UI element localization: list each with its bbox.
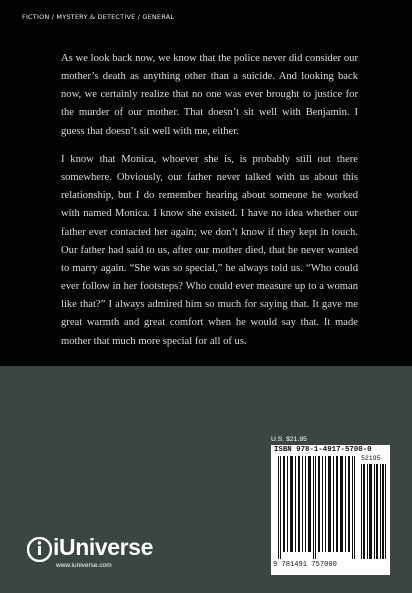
blurb-paragraph-2 xyxy=(61,151,358,351)
supplement-code: 52195 xyxy=(361,455,381,462)
blurb-paragraph-1 xyxy=(61,50,358,141)
paragraph-text: As we look back now, we know that the police never did consider our mother’s death as anything other than a suicide. And looking back now, we certainly realize that no one was ever brought to justice for the murder of our mother. That doesn’t sit well with Benjamin. I guess that doesn’t sit well with me, either. xyxy=(61,53,358,137)
price-label: U.S. $21.95 xyxy=(271,436,307,443)
paragraph-text: I know that Monica, whoever she is, is probably still out there somewhere. Obviously, our father never talked with us about this relationship, but I do remember hearing about someone he worked with named Monica. I know she existed. I have no idea whether our father ever contacted her again; we don’t know if they kept in touch. Our father had said to us, after our mother died, that he never wanted to marry again. “She was so special,” he always told us. “Who could ever follow in her footsteps? Who could ever measure up to a woman like that?” I always admired him so much for saying that. It gave me great warmth and great comfort when he would say that. It made mother that much more special for all of us. xyxy=(61,154,358,347)
price-addon-barcode xyxy=(361,464,386,559)
publisher-logo xyxy=(27,530,167,578)
publisher-name: iUniverse xyxy=(53,534,153,560)
iuniverse-swirl-icon xyxy=(27,537,52,562)
barcode-panel xyxy=(271,445,390,575)
publisher-url: www.iuniverse.com xyxy=(56,562,112,569)
isbn-label: ISBN 978-1-4917-5700-0 xyxy=(274,446,372,454)
ean-barcode xyxy=(277,456,357,559)
barcode-digits: 9 781491 757000 xyxy=(273,561,337,569)
category-label: FICTION / MYSTERY & DETECTIVE / GENERAL xyxy=(22,13,175,21)
